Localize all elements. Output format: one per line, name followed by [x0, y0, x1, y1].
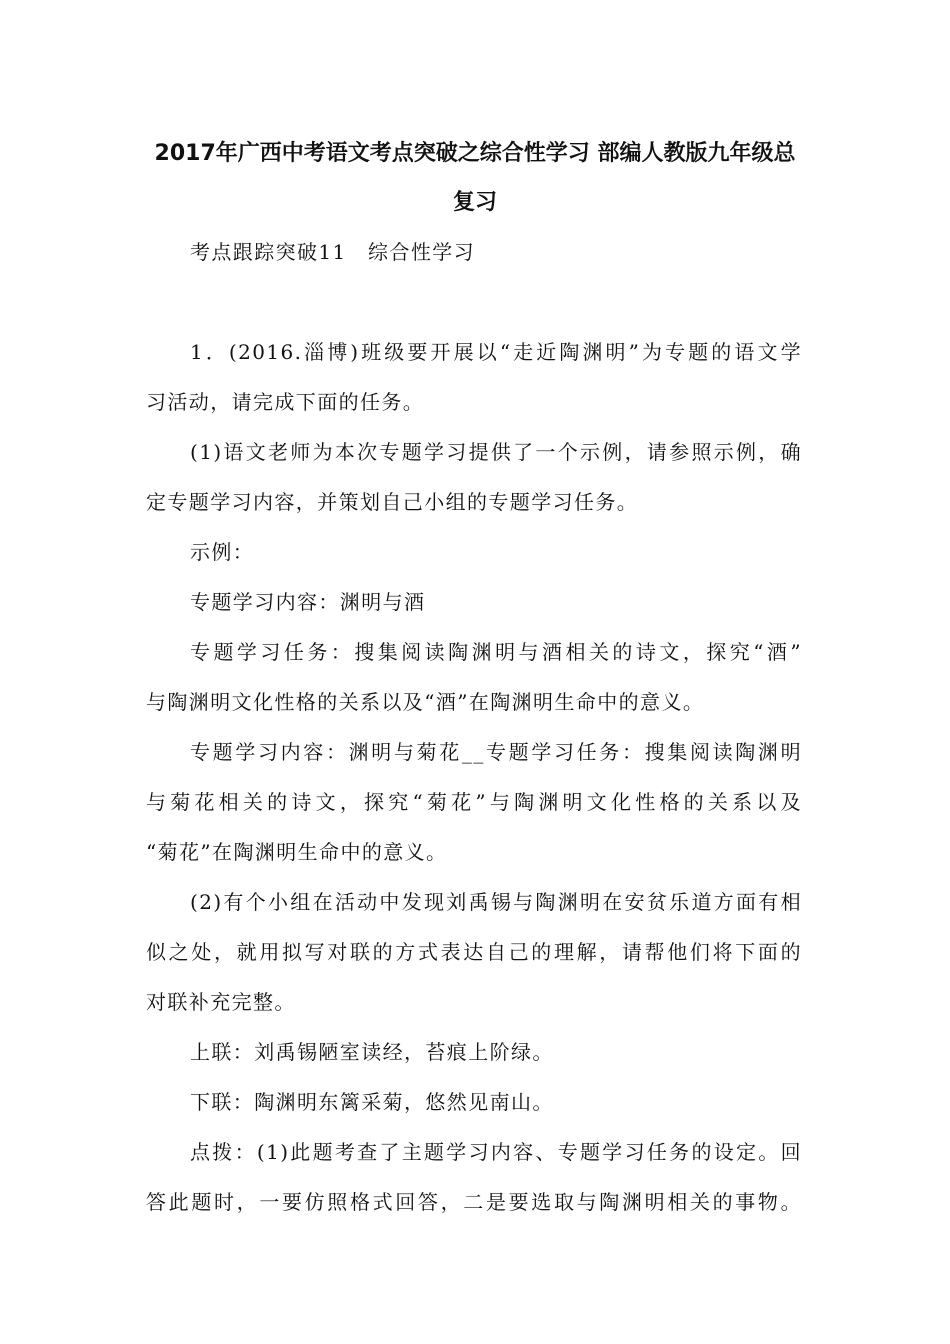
document-title-line-2: 复习 [452, 190, 497, 215]
paragraph-line: 专题学习内容：渊明与菊花__专题学习任务：搜集阅读陶渊明 [190, 740, 802, 764]
paragraph-line: 1．(2016.淄博)班级要开展以“走近陶渊明”为专题的语文学 [190, 340, 802, 364]
paragraph-line: 对联补充完整。 [146, 990, 296, 1014]
paragraph-line: 似之处，就用拟写对联的方式表达自己的理解，请帮他们将下面的 [146, 940, 802, 964]
paragraph-line: 专题学习内容：渊明与酒 [190, 590, 426, 614]
paragraph-line: (2)有个小组在活动中发现刘禹锡与陶渊明在安贫乐道方面有相 [190, 890, 802, 914]
paragraph-line: “菊花”在陶渊明生命中的意义。 [146, 840, 448, 864]
paragraph-line: 示例： [190, 540, 255, 564]
paragraph-line: 上联：刘禹锡陋室读经，苔痕上阶绿。 [190, 1040, 554, 1064]
paragraph-line: 定专题学习内容，并策划自己小组的专题学习任务。 [146, 490, 639, 514]
paragraph-line: 答此题时，一要仿照格式回答，二是要选取与陶渊明相关的事物。 [146, 1190, 802, 1214]
paragraph-line: 点拨：(1)此题考查了主题学习内容、专题学习任务的设定。回 [190, 1140, 802, 1164]
paragraph-line: 下联：陶渊明东篱采菊，悠然见南山。 [190, 1090, 554, 1114]
paragraph-line: 与陶渊明文化性格的关系以及“酒”在陶渊明生命中的意义。 [146, 690, 705, 714]
paragraph-line: 习活动，请完成下面的任务。 [146, 390, 425, 414]
document-title-line-1: 2017年广西中考语文考点突破之综合性学习 部编人教版九年级总 [154, 141, 796, 166]
paragraph-line: 专题学习任务：搜集阅读陶渊明与酒相关的诗文，探究“酒” [190, 640, 802, 664]
paragraph-line: (1)语文老师为本次专题学习提供了一个示例，请参照示例，确 [190, 440, 802, 464]
paragraph-line: 与菊花相关的诗文，探究“菊花”与陶渊明文化性格的关系以及 [146, 790, 802, 814]
section-subtitle: 考点跟踪突破11 综合性学习 [190, 240, 476, 264]
